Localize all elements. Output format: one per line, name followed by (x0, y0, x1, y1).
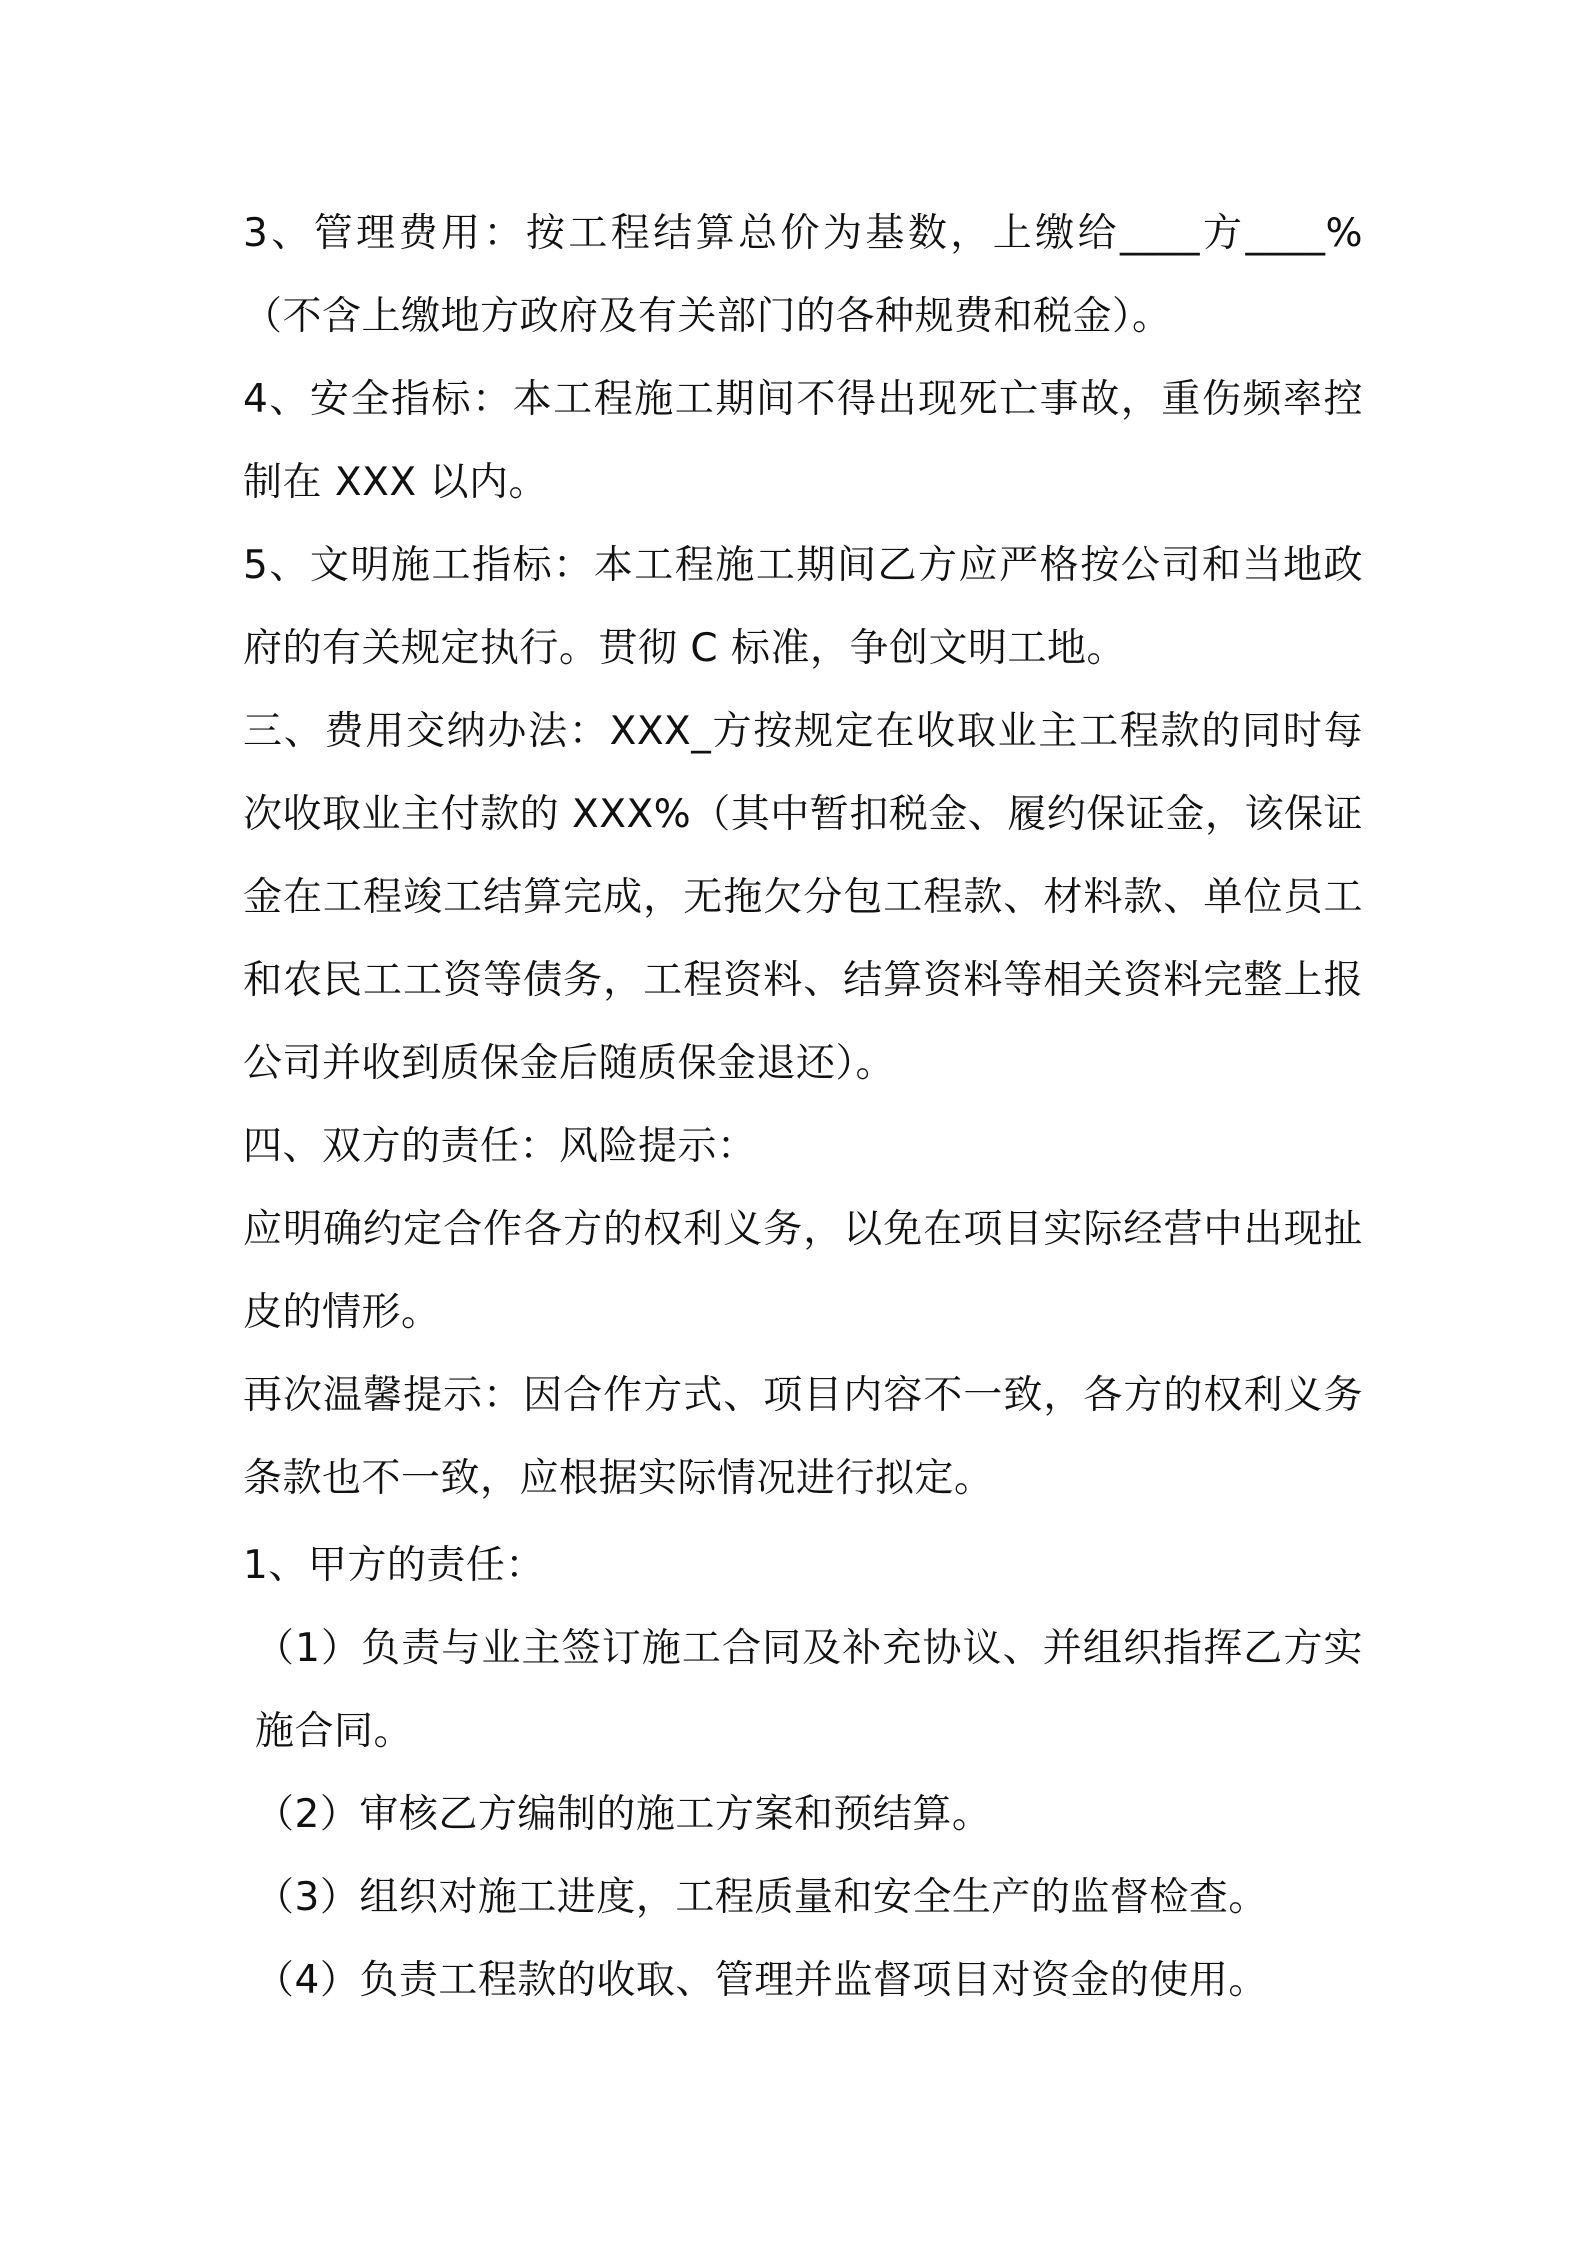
document-body (243, 192, 1363, 2022)
paragraph-risk-note: 应明确约定合作各方的权利义务，以免在项目实际经营中出现扯皮的情形。 (243, 1207, 1363, 1335)
paragraph-party-a-heading: 1、甲方的责任： (243, 1543, 545, 1588)
paragraph-fee-payment-method: 三、费用交纳办法：XXX_方按规定在收取业主工程款的同时每次收取业主付款的 XXX%（其中暂扣税金、履约保证金，该保证金在工程竣工结算完成，无拖欠分包工程款、材料款、单位员工和农民工工资等债务，工程资料、结算资料等相关资料完整上报公司并收到质保金后随质保金退还）。 (243, 709, 1363, 1086)
paragraph-safety-indicator: 4、安全指标：本工程施工期间不得出现死亡事故，重伤频率控制在 XXX 以内。 (243, 377, 1363, 505)
paragraph-reminder: 再次温馨提示：因合作方式、项目内容不一致，各方的权利义务条款也不一致，应根据实际情况进行拟定。 (243, 1373, 1363, 1501)
paragraph-responsibilities-heading: 四、双方的责任：风险提示： (243, 1124, 757, 1169)
list-item: （4）负责工程款的收取、管理并监督项目对资金的使用。 (255, 1958, 1268, 2003)
list-item: （2）审核乙方编制的施工方案和预结算。 (255, 1792, 992, 1837)
list-item: （1）负责与业主签订施工合同及补充协议、并组织指挥乙方实施合同。 (255, 1626, 1363, 1754)
list-item: （3）组织对施工进度，工程质量和安全生产的监督检查。 (255, 1875, 1268, 1920)
paragraph-civilized-construction: 5、文明施工指标：本工程施工期间乙方应严格按公司和当地政府的有关规定执行。贯彻 C 标准，争创文明工地。 (243, 543, 1363, 671)
paragraph-management-fee: 3、管理费用：按工程结算总价为基数，上缴给____方____%（不含上缴地方政府及有关部门的各种规费和税金）。 (243, 211, 1363, 339)
